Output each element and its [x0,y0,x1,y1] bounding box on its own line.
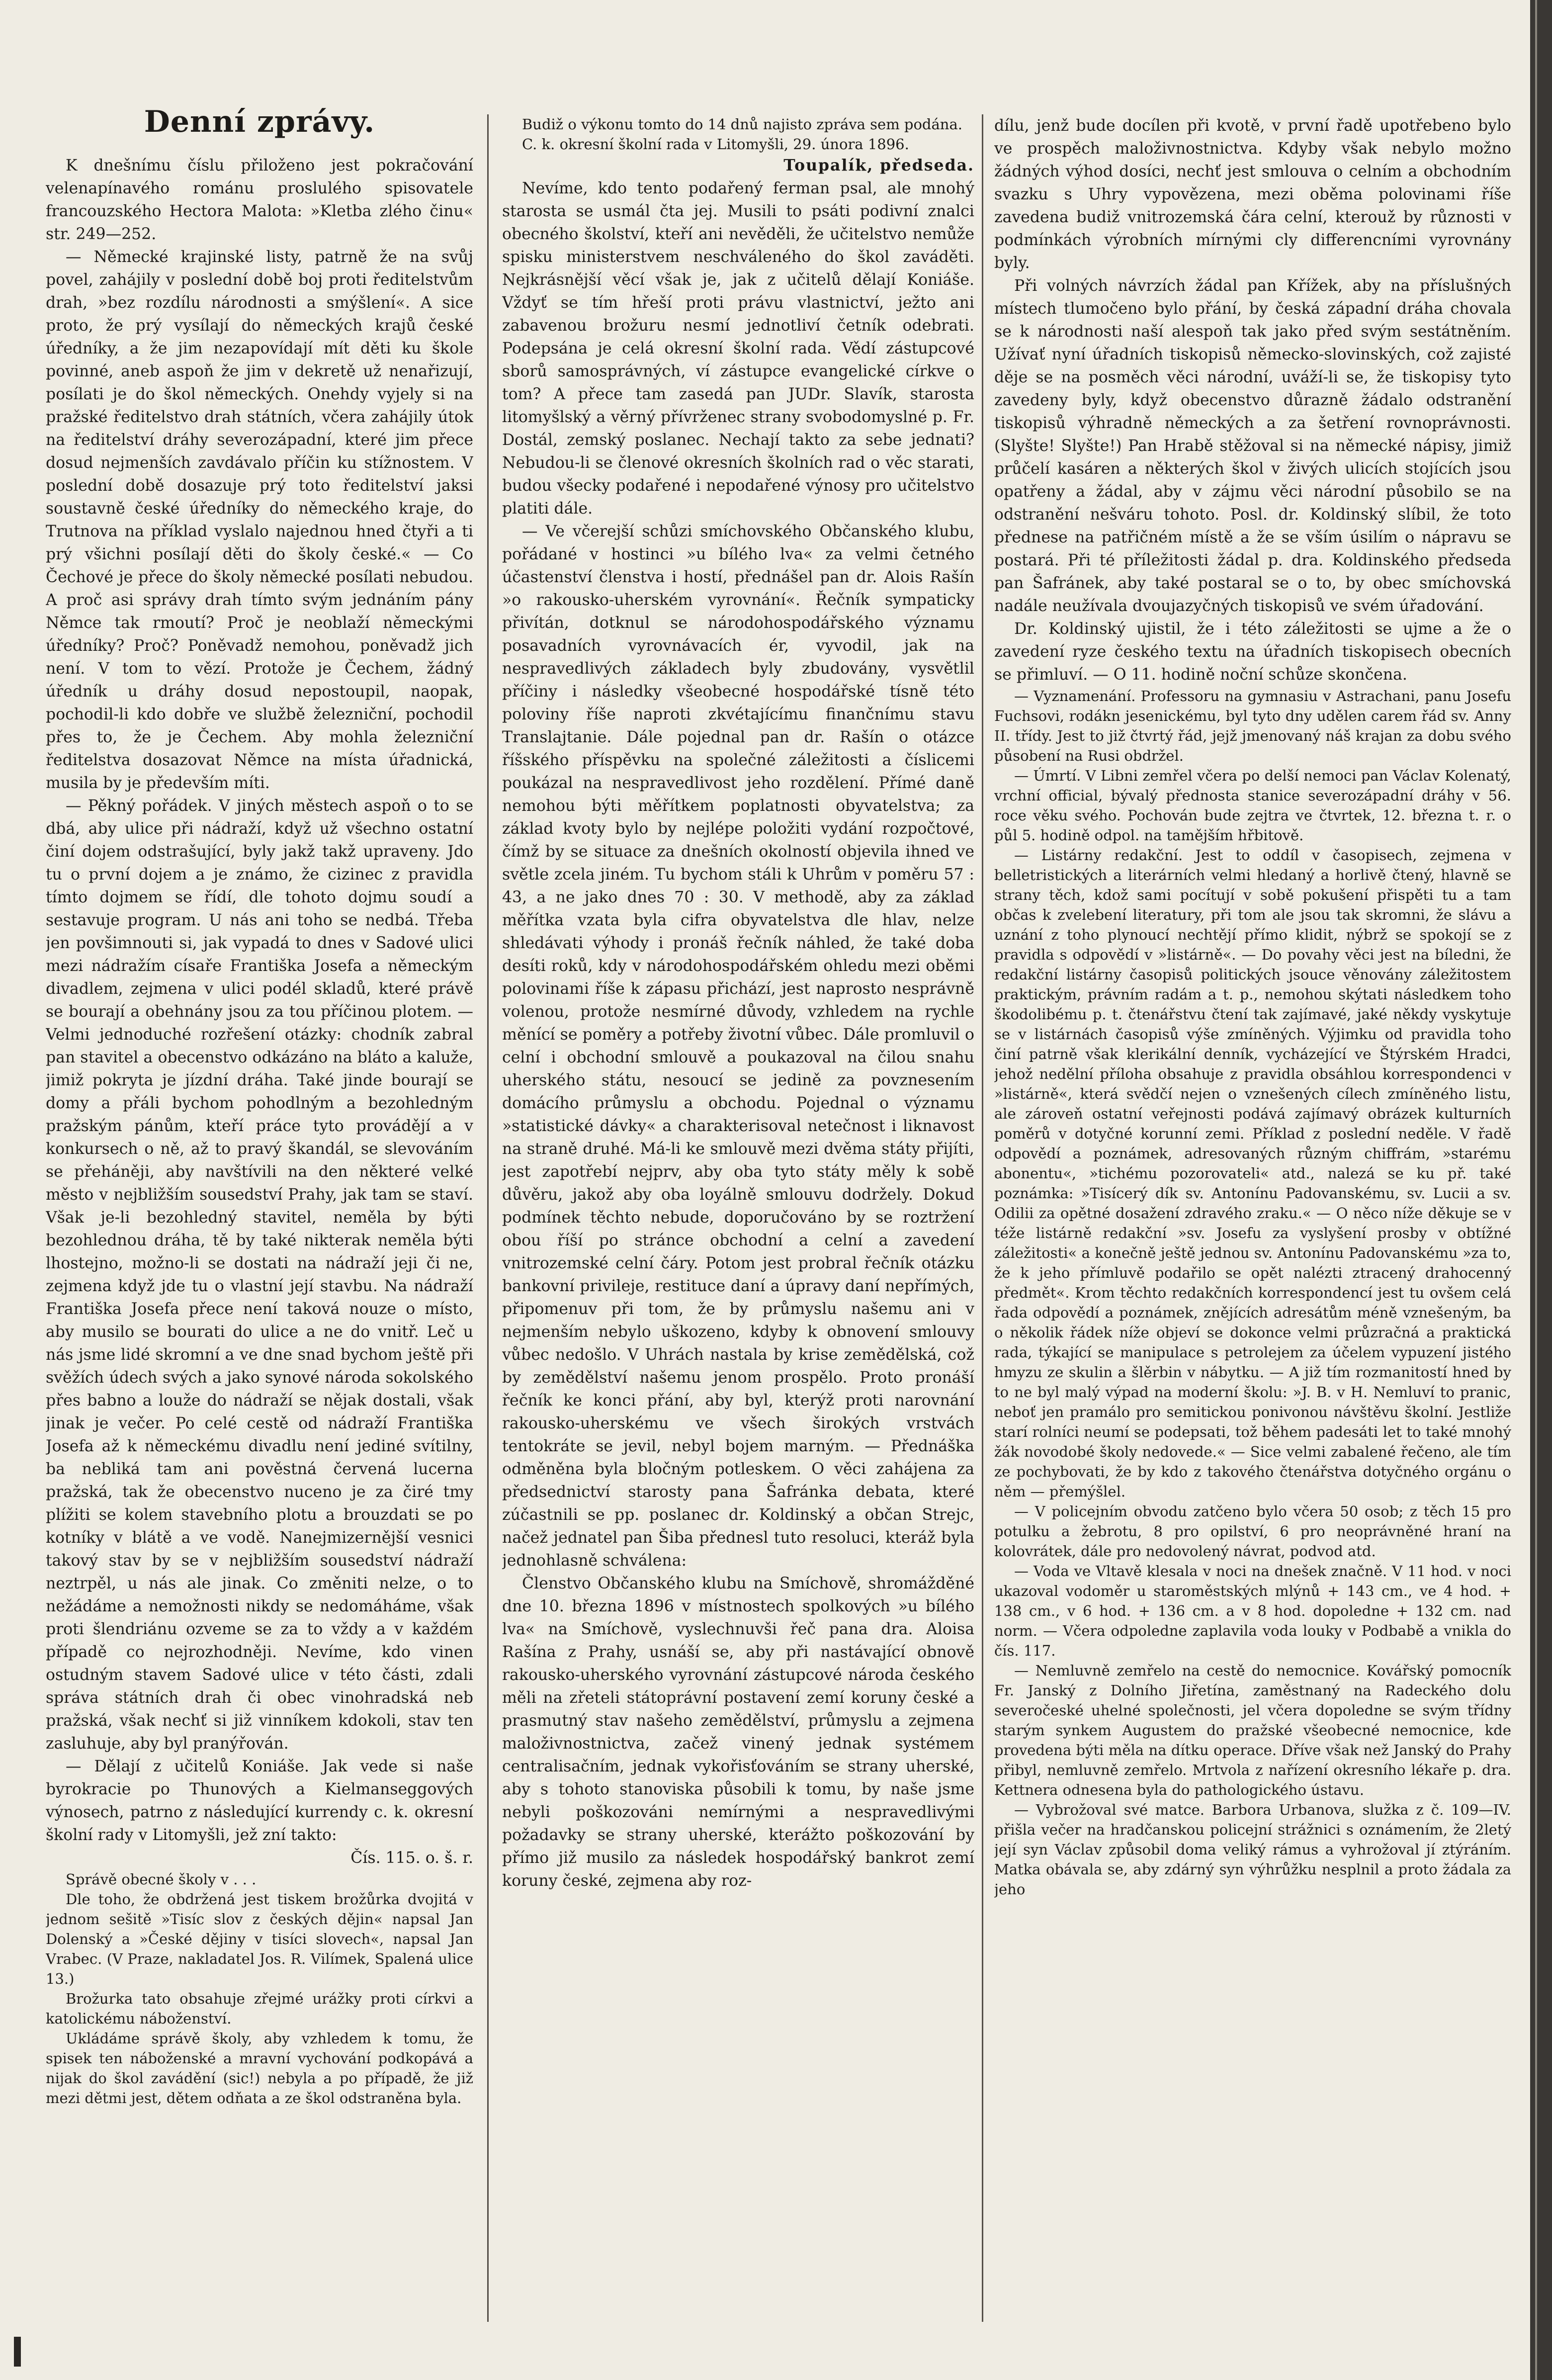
paragraph: dílu, jenž bude docílen při kvotě, v první řadě upotřebeno bylo ve prospěch maloživnostnictva. Kdyby však nebylo možno žádných výhod dosíci, nechť jest smlouva o celním a obchodním svazku s Uhry vypovězena, mezi oběma polovinami říše zavedena budiž vnitrozemská čára celní, kterouž by různosti v podmínkách výrobních mírnými cly differencními vyrovnány byly. [994,117,1511,272]
paragraph: — Nemluvně zemřelo na cestě do nemocnice. Kovářský pomocník Fr. Janský z Dolního Jiřetína, zaměstnaný na Radeckého dolu severočeské uhelné společnosti, jel včera dopoledne se svým třídny starým synkem Augustem do pražské všeobecné nemocnice, kde provedena býti měla na dítku operace. Dříve však než Janský do Prahy přibyl, nemluvně zemřelo. Mrtvola z nařízení okresního lékaře p. dra. Kettnera odnesena byla do pathologického ústavu. [994,1662,1511,1798]
paragraph: Dr. Koldinský ujistil, že i této záležitosti se ujme a že o zavedení ryze českého textu na úřadních tiskopisech obecních se přimluví. — O 11. hodině noční schůze skončena. [994,620,1511,684]
paragraph: — V policejním obvodu zatčeno bylo včera 50 osob; z těch 15 pro potulku a žebrotu, 8 pro opilství, 6 pro neoprávněné hraní na kolovrátek, dále pro nedovolený návrat, podvod atd. [994,1503,1511,1560]
paragraph: — Úmrtí. V Libni zemřel včera po delší nemoci pan Václav Kolenatý, vrchní official, bývalý přednosta stanice severozápadní dráhy v 56. roce věku svého. Pochován bude zejtra ve čtvrtek, 12. března t. r. o půl 5. hodině odpol. na tamějším hřbitově. [994,767,1511,844]
document-number: Čís. 115. o. š. r. [350,1849,473,1867]
column-divider [982,114,983,2322]
paragraph: — Pěkný pořádek. V jiných městech aspoň o to se dbá, aby ulice při nádraží, když už všechno ostatní činí dojem odstrašující, byly jakž takž upraveny. Jdo tu o první dojem a je známo, že cizinec z pravidla tímto dojmem se řídí, dle tohoto dojmu soudí a sestavuje program. U nás ani toho se nedbá. Třeba jen povšimnouti si, jak vypadá to dnes v Sadové ulici mezi nádražím císaře Františka Josefa a německým divadlem, zejmena v ulici podél skladů, které právě se bourají a obehnány jsou za tou příčinou plotem. — Velmi jednoduché rozřešení otázky: chodník zabral pan stavitel a obecenstvo odkázáno na bláto a kaluže, jimiž pokryta je jízdní dráha. Také jinde bourají se domy a přáli bychom pohodlným a bezohledným pražským pánům, kteří práce tyto provádějí a v konkursech o ně, až to pravý škandál, se slevováním se přeháněji, aby navštívili na den některé velké město v nejbližším sousedství Prahy, jak tam se staví. Však je-li bezohledný stavitel, neměla by býti bezohlednou dráha, tě by také nikterak neměla býti lhostejno, možno-li se dostati na nádraží jeji či ne, zejmena když jde tu o vlastní její stavbu. Na nádraží Františka Josefa přece není taková nouze o místo, aby musilo se bourati do ulice a ne do vnitř. Leč u nás jsme lidé skromní a ve dne snad bychom ještě při svěžích údech svých a jako synové národa sokolského přes babno a louže do nádraží se nějak dostali, však jinak je večer. Po celé cestě od nádraží Františka Josefa až k německému divadlu není jediné svítilny, ba nebliká tam ani pověstná červená lucerna pražská, tak že obecenstvo nuceno je za čiré tmy plížiti se kolem stavebního plotu a brouzdati se po kotníky v blátě a ve vodě. Nanejmizernější vesnici takový stav by se v nejbližším sousedství nádraží neztrpěl, u nás ale jinak. Co změniti nelze, o to nežádáme a nemožnosti nikdy se nedomáháme, však proti šlendriánu ozveme se za to vždy a v každém případě co nejrozhodněji. Nevíme, kdo vinen ostudným stavem Sadové ulice v této části, zdali správa státních drah či obec vinohradská neb pražská, však nechť si již vinníkem kdokoli, stav ten zasluhuje, aby byl pranýřován. [46,797,473,1753]
paragraph: Správě obecné školy v . . . [66,1871,257,1888]
signature: Toupalík, předseda. [783,156,974,175]
news-items [994,686,1511,1899]
paragraph: — Německé krajinské listy, patrně že na svůj povel, zahájily v poslední době boj proti ředitelstvům drah, »bez rozdílu národnosti a smýšlení«. A sice proto, že prý vysílají do německých krajů české úředníky, a že jim nezapovídají mít děti ku škole povinné, aneb aspoň že jim v dekretě už nenařizují, posílati je do škol německých. Onehdy vyjely si na pražské ředitelstvo drah státních, včera zahájily útok na ředitelství dráhy severozápadní, které jim přece dosud nejmenších zavdávalo příčin ku stížnostem. V poslední době dosazuje prý toto ředitelství jaksi soustavně české úředníky do německého kraje, do Trutnova na příklad vyslalo najednou hned čtyři a ti prý všichni posílají děti do školy české.« — Co Čechové je přece do školy německé posílati nebudou. A proč asi správy drah tímto svým jednáním pány Němce tak rmoutí? Proč je neoblaží německými úředníky? Proč? Poněvadž nemohou, poněvadž jich není. V tom to vězí. Protože je Čechem, žádný úředník u dráhy dosud nepostoupil, naopak, pochodil-li kdo dobře ve službě železniční, pochodil přes to, že je Čechem. Aby mohla železniční ředitelstva dosazovat Němce na místa úřadnická, musila by je především míti. [46,248,473,792]
binding-mark [14,2337,21,2367]
quoted-circular-end [502,114,974,154]
column-3 [994,114,1511,1899]
paragraph: — Listárny redakční. Jest to oddíl v časopisech, zejmena v belletristických a literárních velmi hledaný a horlivě čtený, hlavně se strany těch, kdož sami pocítují v sobě pokušení přispěti tu a tam občas k zvelebení literatury, při tom ale jsou tak skromni, že slávu a uznání z toho plynoucí nechtějí přímo klidit, nýbrž se spokojí se z pravidla s odpovědí v »listárně«. — Do povahy věci jest na bíledni, že redakční listárny časopisů politických jsouce věnovány záležitostem praktickým, právním radám a t. p., nemohou skýtati následkem toho škodolibému p. t. čtenářstvu čtení tak zajímavé, jaké někdy vyskytuje se v listárnách časopisů výše zmíněných. Výjimku od pravidla toho činí patrně však klerikální denník, vycházející ve Štýrském Hradci, jehož nedělní příloha obsahuje z pravidla obsáhlou korrespondenci v »listárně«, která svědčí nejen o vznešených cílech zmíněného listu, ale zároveň ostatní veřejnosti podává zajímavý obrázek kulturních poměrů v dotyčné korunní zemi. Příklad z poslední neděle. V řadě odpovědí a poznámek, adresovaných různým chiffrám, »starému abonentu«, »tichému pozorovateli« atd., nalezá se ku př. také poznámka: »Tisícerý dík sv. Antonínu Padovanskému, sv. Lucii a sv. Odilii za opětné dosažení zdravého zraku.« — O něco níže děkuje se v téže listárně redakční »sv. Josefu za vyslyšení prosby v obtížné záležitosti« a konečně ještě jednou sv. Antonínu Padovanskému »za to, že k jeho přímluvě podařilo se opět nalézti ztracený drahocenný předmět«. Krom těchto redakčních korrespondencí jest tu ovšem celá řada odpovědí a poznámek, znějících adresátům méně vznešeným, ba o několik řádek níže objeví se dokonce velmi průzračná a praktická rada, týkající se manipulace s petrolejem za účelem vypuzení jistého hmyzu ze skulin a šlěrbin v nábytku. — A již tím rozmanitostí hned by to ne byl malý výpad na moderní školu: »J. B. v H. Nemluví to pranic, neboť jen pramálo pro semitickou ponivonou návštěvu školní. Jestliže starí rolníci neumí se podepsati, tož během padesáti let to také mnohý žák novodobé školy nedovede.« — Sice velmi zabalené řečeno, ale tím ze pochybovati, že by kdo z takového čtenářstva dotyčného orgánu o něm — přemýšlel. [994,847,1511,1500]
paragraph: — Dělají z učitelů Koniáše. Jak vede si naše byrokracie po Thunových a Kielmanseggových výnosech, patrno z následující kurrendy c. k. okresní školní rady v Litomyšli, jež zní takto: [46,1758,473,1844]
page-edge [1530,0,1552,2380]
paragraph: Dle toho, že obdržená jest tiskem brožůrka dvojitá v jednom sešitě »Tisíc slov z českých dějin« napsal Jan Dolenský a »České dějiny v tisíci slovech«, napsal Jan Vrabec. (V Praze, nakladatel Jos. R. Vilímek, Spalená ulice 13.) [46,1891,473,1987]
paragraph: Při volných návrzích žádal pan Křížek, aby na příslušných místech tlumočeno bylo přání, by česká západní dráha chovala se k národnosti naší alespoň tak jako před svým sestátněním. Užívať nyní úřadních tiskopisů německo-slovinských, což zajisté děje se na posměch věci národní, uváží-li se, že tiskopisy tyto zavedeny byly, když obecenstvo důrazně žádalo odstranění tiskopisů výhradně německých a za šetření rovnoprávnosti. (Slyšte! Slyšte!) Pan Hrabě stěžoval si na německé nápisy, jimiž průčelí kasáren a některých škol v živých ulicích stojících jsou opatřeny a žádal, aby v zájmu věci národní působilo se na odstranění nešváru tohoto. Posl. dr. Koldinský slíbil, že toto přednese na patřičném místě a že se vším úsilím o nápravu se postará. Při té příležitosti žádal p. dra. Koldinského předseda pan Šafránek, aby také postaral se o to, by obec smíchovská nadále neužívala dvoujazyčných tiskopisů ve svém úřadování. [994,277,1511,615]
column-1 [46,75,473,2108]
paragraph: — Ve včerejší schůzi smíchovského Občanského klubu, pořádané v hostinci »u bílého lva« za velmi četného účastenství členstva i hostí, přednášel pan dr. Alois Rašín »o rakousko-uherském vyrovnání«. Řečník sympaticky přivítán, dotknul se národohospodářského významu posavadních vyrovnávacích ér, vyvodil, jak na nespravedlivých základech byly zbudovány, vysvětlil příčiny i následky všeobecné hospodářské tísně této poloviny říše naproti zkvétajícímu finančnímu stavu Translajtanie. Dále pojednal pan dr. Rašín o otázce říšského příspěvku na společné záležitosti a číslicemi poukázal na nespravedlivost jeho rozdělení. Přímé daně nemohou býti měřítkem poplatnosti obyvatelstva; za základ kvoty bylo by nejlépe položiti vydání rozpočtové, čímž by se situace za dnešních okolností objevila ihned ve světle zcela jiném. Tu bychom stáli k Uhrům v poměru 57 : 43, a ne jako dnes 70 : 30. V methodě, aby za základ měřítka vzata byla cifra obyvatelstva dle hlav, nelze shledávati výhody i pronáš řečník náhled, že také doba desíti roků, kdy v národohospodářském ohledu mezi oběmi polovinami říše k zápasu přichází, jest naprosto nesprávně volenou, protože nesmírné důvody, vzhledem na rychle měnící se poměry a potřeby životní vůbec. Dále promluvil o celní i obchodní smlouvě a poukazoval na čilou snahu uherského státu, nesoucí se jedině za povznesením domácího průmyslu a obchodu. Pojednal o významu »statistické dávky« a charakterisoval netečnost i liknavost na straně druhé. Má-li ke smlouvě mezi dvěma státy přijíti, jest zapotřebí nejprv, aby oba tyto státy měly k sobě důvěru, jakož aby oba loyálně smlouvu dodržely. Dokud podmínek těchto nebude, doporučováno by se roztržení obou říší po stránce obchodní a celní a zavedení vnitrozemské celní čáry. Potom jest probral řečník otázku bankovní privileje, restituce daní a úpravy daní nepřímých, připomenuv při tom, že by průmyslu našemu ani v nejmenším nebylo uškozeno, kdyby k obnovení smlouvy vůbec nedošlo. V Uhrách nastala by krise zemědělská, což by zemědělství našemu jenom prospělo. Proto pronáší řečník ke konci přání, aby byl, kterýž proti narovnání rakousko-uherskému ve všech širokých vrstvách tentokráte se jevil, nebyl bojem marným. — Přednáška odměněna byla bločným potleskem. O věci zahájena za předsednictví starosty pana Šafránka debata, které zúčastnili se pp. poslanec dr. Koldinský a občan Strejc, načež jednatel pan Šiba přednesl tuto resoluci, kteráž byla jednohlasně schválena: [502,523,974,1570]
paragraph: Nevíme, kdo tento podařený ferman psal, ale mnohý starosta se usmál čta jej. Musili to psáti podivní znalci obecného školství, kteří ani nevěděli, že učitelstvo nemůže spisku ministerstvem neschváleného do škol zaváděti. Nejkrásnější věcí však je, jak z učitelů dělají Koniáše. Vždyť se tím hřeší proti právu vlastnictví, ježto ani zabavenou brožuru nesmí jednotliví četník odebrati. Podepsána je celá okresní školní rada. Vědí zástupcové sborů samosprávných, ví zástupce evangelické církve o tom? A přece tam zasedá pan JUDr. Slavík, starosta litomyšlský a věrný přívrženec strany svobodomyslné p. Fr. Dostál, zemský poslanec. Nechají takto za sebe jednati? Nebudou-li se členové okresních školních rad o věc starati, budou všecky podařené i nepodařené výnosy pro učitelstvo platiti dále. [502,179,974,518]
section-heading: Denní zprávy. [144,104,375,139]
paragraph: Brožurka tato obsahuje zřejmé urážky proti církvi a katolickému náboženství. [46,1990,473,2027]
paragraph: Ukládáme správě školy, aby vzhledem k tomu, že spisek ten náboženské a mravní vychování podkopává a nijak do škol zavádění (sic!) nebyla a po případě, že již mezi dětmi jest, dětem odňata a ze škol odstraněna byla. [46,2030,473,2107]
paragraph: — Vybrožoval své matce. Barbora Urbanova, služka z č. 109—IV. přišla večer na hradčanskou policejní strážnici s oznámením, že 2letý její syn Václav způsobil doma veliký rámus a vyhrožoval jí ztýráním. Matka obávala se, aby zdárný syn výhrůžku nesplnil a proto žádala za jeho [994,1801,1511,1898]
quoted-circular [46,1869,473,2108]
paragraph: Budiž o výkonu tomto do 14 dnů najisto zpráva sem podána. [522,116,962,133]
column-divider [487,114,489,2322]
paragraph: K dnešnímu číslu přiloženo jest pokračování velenapínavého románu proslulého spisovatele francouzského Hectora Malota: »Kletba zlého činu« str. 249—252. [46,157,473,243]
paragraph: — Voda ve Vltavě klesala v noci na dnešek značně. V 11 hod. v noci ukazoval vodoměr u staroměstských mlýnů + 143 cm., ve 4 hod. + 138 cm., v 6 hod. + 136 cm. a v 8 hod. dopoledne + 132 cm. nad norm. — Včera odpoledne zaplavila voda louky v Podbabě a vnikla do čís. 117. [994,1563,1511,1659]
paragraph: Členstvo Občanského klubu na Smíchově, shromážděné dne 10. března 1896 v místnostech spolkových »u bílého lva« na Smíchově, vyslechnuvši řeč pana dra. Aloisa Rašína z Prahy, usnáší se, aby při nastávající obnově rakousko-uherského vyrovnání zástupcové národa českého měli na zřeteli státoprávní postavení zemí koruny české a prasmutný stav našeho zemědělství, průmyslu a zejmena maloživnostnictva, začež vinený jednak systémem centralisačním, jednak vykořisťováním se strany uherské, aby s tohoto stanoviska působili k tomu, by naše jsme nebyli poškozováni nemírnými a nespravedlivými požadavky se strany uherské, kterážto poškozování by přímo již musilo za následek hospodářský bankrot zemí koruny české, zejmena aby roz- [502,1575,974,1890]
column-2 [502,114,974,1892]
paragraph: — Vyznamenání. Professoru na gymnasiu v Astrachani, panu Josefu Fuchsovi, rodákn jesenickému, byl tyto dny udělen carem řád sv. Anny II. třídy. Jest to již čtvrtý řád, jejž jmenovaný náš krajan za dobu svého působení na Rusi obdržel. [994,688,1511,764]
paragraph: C. k. okresní školní rada v Litomyšli, 29. února 1896. [522,136,909,153]
